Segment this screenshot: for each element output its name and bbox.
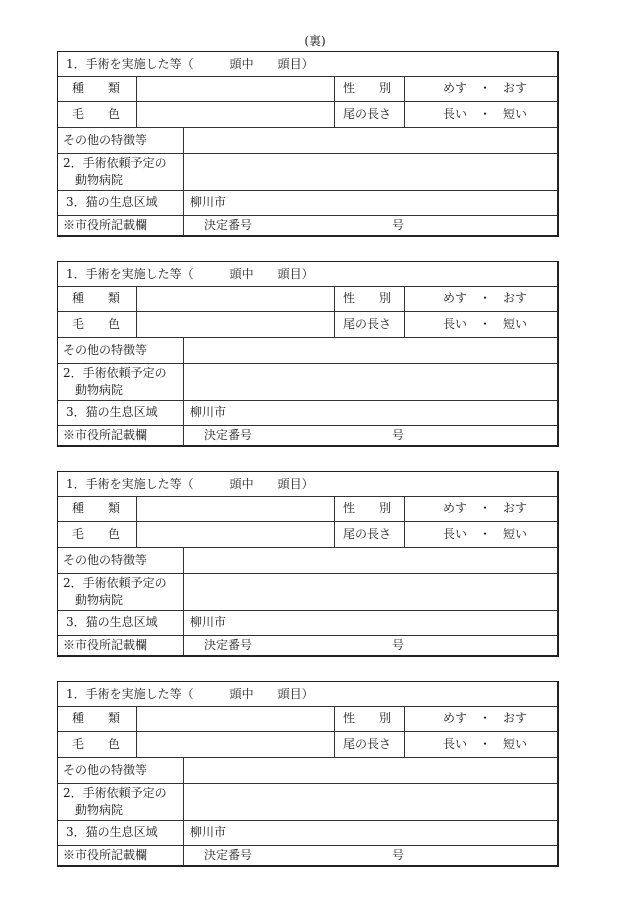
other-features-row <box>58 547 557 574</box>
surgery-count-label: 1．手術を実施した等（ 頭中 頭目） <box>66 267 314 281</box>
tail-options: 長い ・ 短い <box>443 527 528 541</box>
habitat-row <box>58 820 557 846</box>
gou-label: 号 <box>392 638 405 652</box>
hospital-label-line1: 2．手術依頼予定の <box>63 156 167 170</box>
city-office-label: ※市役所記載欄 <box>63 638 148 652</box>
decision-number-field[interactable] <box>183 425 557 445</box>
cat-surgery-form-2 <box>57 261 559 447</box>
sex-options: めす ・ おす <box>443 81 528 95</box>
hospital-field[interactable] <box>183 363 557 400</box>
cat-surgery-form-4 <box>57 681 559 867</box>
hospital-row <box>58 573 557 611</box>
surgery-count-label: 1．手術を実施した等（ 頭中 頭目） <box>66 477 314 491</box>
habitat-row <box>58 610 557 636</box>
sex-label: 性 別 <box>343 501 392 515</box>
sex-label: 性 別 <box>343 81 392 95</box>
color-tail-row <box>58 521 557 548</box>
breed-field[interactable] <box>136 286 334 311</box>
decision-number-label: 決定番号 <box>204 848 253 862</box>
decision-number-label: 決定番号 <box>204 638 253 652</box>
tail-length-label-cell <box>334 101 404 127</box>
habitat-value: 柳川市 <box>190 405 227 419</box>
tail-options-cell[interactable] <box>404 731 557 757</box>
breed-label: 種 類 <box>72 81 121 95</box>
habitat-value: 柳川市 <box>190 615 227 629</box>
other-features-field[interactable] <box>183 757 557 783</box>
hospital-label-line2: 動物病院 <box>63 383 124 397</box>
habitat-value: 柳川市 <box>190 195 227 209</box>
city-office-label: ※市役所記載欄 <box>63 218 148 232</box>
surgery-count-row <box>58 682 557 707</box>
coat-color-label: 毛 色 <box>72 317 121 331</box>
surgery-count-row <box>58 262 557 287</box>
other-features-field[interactable] <box>183 547 557 573</box>
coat-color-label: 毛 色 <box>72 107 121 121</box>
sex-label-cell <box>334 76 404 101</box>
surgery-count-label: 1．手術を実施した等（ 頭中 頭目） <box>66 57 314 71</box>
coat-color-field[interactable] <box>136 731 334 757</box>
coat-color-field[interactable] <box>136 311 334 337</box>
hospital-label-line2: 動物病院 <box>63 803 124 817</box>
breed-label: 種 類 <box>72 711 121 725</box>
breed-label: 種 類 <box>72 501 121 515</box>
coat-color-label: 毛 色 <box>72 737 121 751</box>
habitat-value: 柳川市 <box>190 825 227 839</box>
color-tail-row <box>58 101 557 128</box>
coat-color-field[interactable] <box>136 101 334 127</box>
sex-options-cell[interactable] <box>404 76 557 101</box>
tail-length-label: 尾の長さ <box>343 317 392 331</box>
other-features-label: その他の特徴等 <box>63 133 148 147</box>
sex-label-cell <box>334 286 404 311</box>
hospital-row <box>58 153 557 191</box>
decision-number-field[interactable] <box>183 845 557 865</box>
decision-number-label: 決定番号 <box>204 428 253 442</box>
sex-label: 性 別 <box>343 711 392 725</box>
decision-number-label: 決定番号 <box>204 218 253 232</box>
hospital-row <box>58 783 557 821</box>
hospital-field[interactable] <box>183 153 557 190</box>
habitat-field[interactable] <box>183 610 557 635</box>
gou-label: 号 <box>392 218 405 232</box>
sex-options-cell[interactable] <box>404 286 557 311</box>
habitat-field[interactable] <box>183 820 557 845</box>
hospital-label-line1: 2．手術依頼予定の <box>63 366 167 380</box>
coat-color-label: 毛 色 <box>72 527 121 541</box>
hospital-label-line2: 動物病院 <box>63 593 124 607</box>
tail-options-cell[interactable] <box>404 521 557 547</box>
hospital-label-line1: 2．手術依頼予定の <box>63 786 167 800</box>
tail-options: 長い ・ 短い <box>443 107 528 121</box>
breed-sex-row <box>58 706 557 732</box>
tail-options-cell[interactable] <box>404 101 557 127</box>
decision-number-field[interactable] <box>183 635 557 655</box>
page-title: (裏) <box>304 34 326 48</box>
cat-surgery-form-1 <box>57 51 559 237</box>
other-features-label: その他の特徴等 <box>63 763 148 777</box>
cat-surgery-form-3 <box>57 471 559 657</box>
tail-length-label: 尾の長さ <box>343 527 392 541</box>
other-features-field[interactable] <box>183 127 557 153</box>
breed-sex-row <box>58 286 557 312</box>
habitat-field[interactable] <box>183 400 557 425</box>
other-features-field[interactable] <box>183 337 557 363</box>
color-tail-row <box>58 731 557 758</box>
breed-field[interactable] <box>136 706 334 731</box>
sex-options-cell[interactable] <box>404 706 557 731</box>
gou-label: 号 <box>392 428 405 442</box>
surgery-count-row <box>58 52 557 77</box>
city-office-row <box>58 845 557 865</box>
decision-number-field[interactable] <box>183 215 557 235</box>
sex-options: めす ・ おす <box>443 291 528 305</box>
tail-options: 長い ・ 短い <box>443 317 528 331</box>
sex-options: めす ・ おす <box>443 711 528 725</box>
tail-options-cell[interactable] <box>404 311 557 337</box>
sex-label: 性 別 <box>343 291 392 305</box>
sex-label-cell <box>334 496 404 521</box>
habitat-label: 3．猫の生息区域 <box>66 405 158 419</box>
hospital-row <box>58 363 557 401</box>
hospital-field[interactable] <box>183 783 557 820</box>
hospital-label-line1: 2．手術依頼予定の <box>63 576 167 590</box>
habitat-row <box>58 400 557 426</box>
city-office-row <box>58 425 557 445</box>
hospital-field[interactable] <box>183 573 557 610</box>
habitat-label: 3．猫の生息区域 <box>66 825 158 839</box>
hospital-label-line2: 動物病院 <box>63 173 124 187</box>
other-features-row <box>58 757 557 784</box>
city-office-label: ※市役所記載欄 <box>63 848 148 862</box>
city-office-row <box>58 635 557 655</box>
tail-length-label-cell <box>334 731 404 757</box>
coat-color-field[interactable] <box>136 521 334 547</box>
gou-label: 号 <box>392 848 405 862</box>
sex-options: めす ・ おす <box>443 501 528 515</box>
tail-length-label-cell <box>334 521 404 547</box>
color-tail-row <box>58 311 557 338</box>
tail-options: 長い ・ 短い <box>443 737 528 751</box>
tail-length-label: 尾の長さ <box>343 737 392 751</box>
breed-field[interactable] <box>136 496 334 521</box>
breed-field[interactable] <box>136 76 334 101</box>
other-features-label: その他の特徴等 <box>63 553 148 567</box>
habitat-row <box>58 190 557 216</box>
surgery-count-row <box>58 472 557 497</box>
breed-label: 種 類 <box>72 291 121 305</box>
other-features-row <box>58 337 557 364</box>
habitat-field[interactable] <box>183 190 557 215</box>
tail-length-label-cell <box>334 311 404 337</box>
other-features-label: その他の特徴等 <box>63 343 148 357</box>
city-office-label: ※市役所記載欄 <box>63 428 148 442</box>
tail-length-label: 尾の長さ <box>343 107 392 121</box>
surgery-count-label: 1．手術を実施した等（ 頭中 頭目） <box>66 687 314 701</box>
other-features-row <box>58 127 557 154</box>
habitat-label: 3．猫の生息区域 <box>66 195 158 209</box>
breed-sex-row <box>58 496 557 522</box>
sex-label-cell <box>334 706 404 731</box>
sex-options-cell[interactable] <box>404 496 557 521</box>
habitat-label: 3．猫の生息区域 <box>66 615 158 629</box>
city-office-row <box>58 215 557 235</box>
breed-sex-row <box>58 76 557 102</box>
